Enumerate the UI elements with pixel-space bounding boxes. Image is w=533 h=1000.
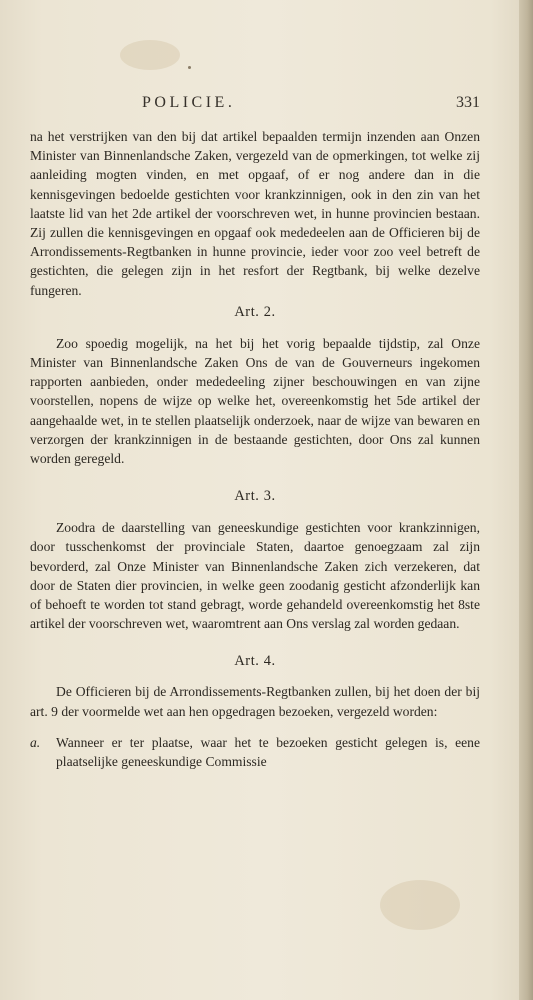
list-item-a xyxy=(30,733,480,771)
ink-speck xyxy=(188,66,191,69)
article-3-text: Zoodra de daarstelling van geneeskundige gestichten voor krankzinnigen, door tusschenkomst der provinciale Staten, daartoe genoegzaam zal zijn bevorderd, zal Onze Minister van Binnenlandsche Zaken zich verzekeren, dat door de Staten dier provincien, in welke geen zoodanig gesticht afzonderlijk kan of behoeft te worden tot stand gebragt, worde gehandeld overeenkomstig het 8ste artikel der voorschreven wet, waaromtrent aan Ons verslag zal worden gedaan. xyxy=(30,520,480,632)
article-heading-4: Art. 4. xyxy=(234,653,276,670)
article-4-text: De Officieren bij de Arrondissements-Regtbanken zullen, bij het doen der bij art. 9 der voormelde wet aan hen opgedragen bezoeken, vergezeld worden: xyxy=(30,684,480,719)
running-title: POLICIE. xyxy=(142,94,236,111)
article-heading-2: Art. 2. xyxy=(234,303,276,320)
paper-stain xyxy=(380,880,460,930)
paragraph-continuation: na het verstrijken van den bij dat artikel bepaalden termijn inzenden aan Onzen Minister van Binnenlandsche Zaken, vergezeld van de opmerkingen, tot welke zij aanleiding mogten vinden, en met opgaaf, of er nog andere dan in die kennisgevingen bedoelde gestichten voor krankzinnigen, ook in den zin van het laatste lid van het 2de artikel der voorschreven wet, in hunne provincien bestaan. Zij zullen die kennisgevingen en opgaaf ook mededeelen aan de Officieren bij de Arrondissements-Regtbanken in hunne provincie, ieder voor zoo veel betreft de gestichten, die gelegen zijn in het resfort der Regtbank, bij welke dezelve fungeren. xyxy=(30,129,480,298)
list-item-text: Wanneer er ter plaatse, waar het te bezoeken gesticht gelegen is, eene plaatselijke geneeskundige Commissie xyxy=(56,734,480,770)
article-2-text: Zoo spoedig mogelijk, na het bij het vorig bepaalde tijdstip, zal Onze Minister van Binnenlandsche Zaken Ons de van de Gouverneurs ingekomen rapporten aanbieden, onder mededeeling zijner beschouwingen en van zijne voorstellen, nopens de wijze op welke het, overeenkomstig het 5de artikel der aangehaalde wet, in te stellen plaatselijk onderzoek, naar de wijze van bewaren en verzorgen der krankzinnigen in de bestaande gestichten, door Ons zal kunnen worden geregeld. xyxy=(30,335,480,467)
page-header xyxy=(30,94,480,118)
page-edge xyxy=(519,0,533,1000)
paper-stain xyxy=(120,40,180,70)
article-heading-3: Art. 3. xyxy=(234,488,276,505)
text-block xyxy=(30,127,480,771)
list-marker: a. xyxy=(30,734,41,750)
page-number: 331 xyxy=(456,94,480,111)
